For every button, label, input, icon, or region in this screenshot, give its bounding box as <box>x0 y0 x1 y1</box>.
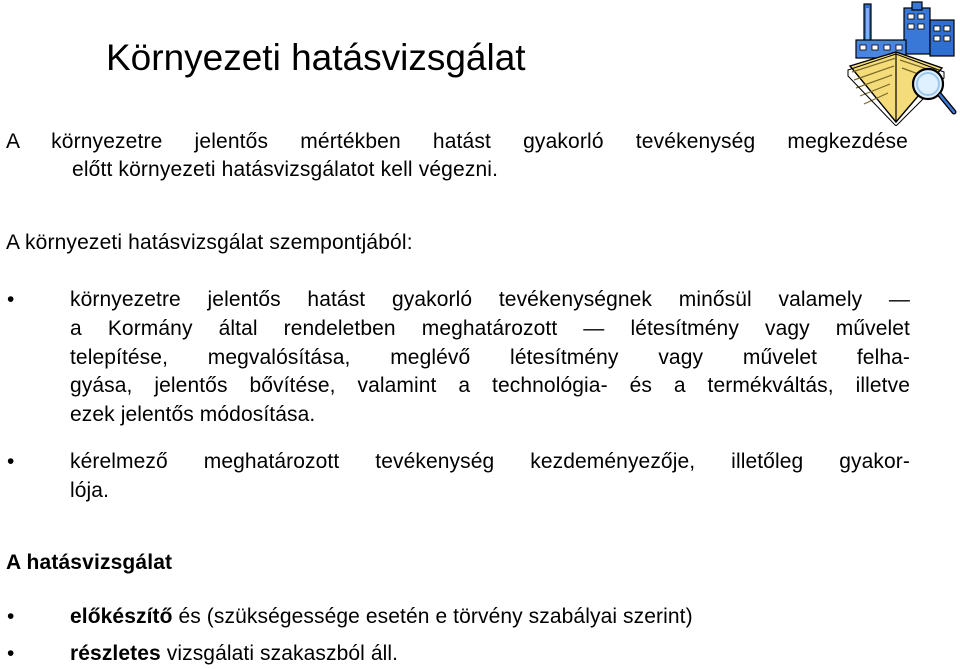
list-item-text: vizsgálati szakaszból áll. <box>160 642 399 665</box>
list-item-line: gyása, jelentős bővítése, valamint a technológia- és a termékváltás, illetve <box>70 374 910 398</box>
list-item <box>70 448 910 506</box>
section-heading-criteria: A környezeti hatásvizsgálat szempontjából: <box>6 231 413 254</box>
list-item-line <box>70 603 910 632</box>
list-item-line <box>70 640 910 669</box>
list-item-line: a Kormány által rendeletben meghatározott — létesítmény vagy művelet <box>70 316 910 340</box>
intro-line: előtt környezeti hatásvizsgálatot kell végezni. <box>72 158 499 181</box>
bullet-marker: • <box>7 605 15 628</box>
emphasis-term: részletes <box>70 642 161 665</box>
list-item <box>70 603 910 632</box>
emphasis-term: előkészítő <box>70 605 173 628</box>
intro-paragraph <box>6 128 908 184</box>
intro-line: A környezetre jelentős mértékben hatást gyakorló tevékenység megkezdése <box>6 130 908 153</box>
list-item-line: környezetre jelentős hatást gyakorló tevékenységnek minősül valamely — <box>70 288 910 311</box>
section-heading-assessment: A hatásvizsgálat <box>6 551 173 574</box>
list-item <box>70 286 910 430</box>
list-item-line: telepítése, megvalósítása, meglévő létesítmény vagy művelet felha- <box>70 345 910 369</box>
list-item-line: lója. <box>70 478 110 502</box>
list-item-text: és (szükségessége esetén e törvény szabályai szerint) <box>172 605 693 628</box>
list-item-line: kérelmező meghatározott tevékenység kezdeményezője, illetőleg gyakor- <box>70 450 910 473</box>
page-title: Környezeti hatásvizsgálat <box>106 37 526 78</box>
bullet-marker: • <box>7 642 15 665</box>
bullet-marker: • <box>7 288 15 311</box>
list-item-line: ezek jelentős módosítása. <box>70 403 316 427</box>
list-item <box>70 640 910 669</box>
factory-book-magnifier-icon <box>846 0 958 126</box>
bullet-marker: • <box>7 450 15 473</box>
